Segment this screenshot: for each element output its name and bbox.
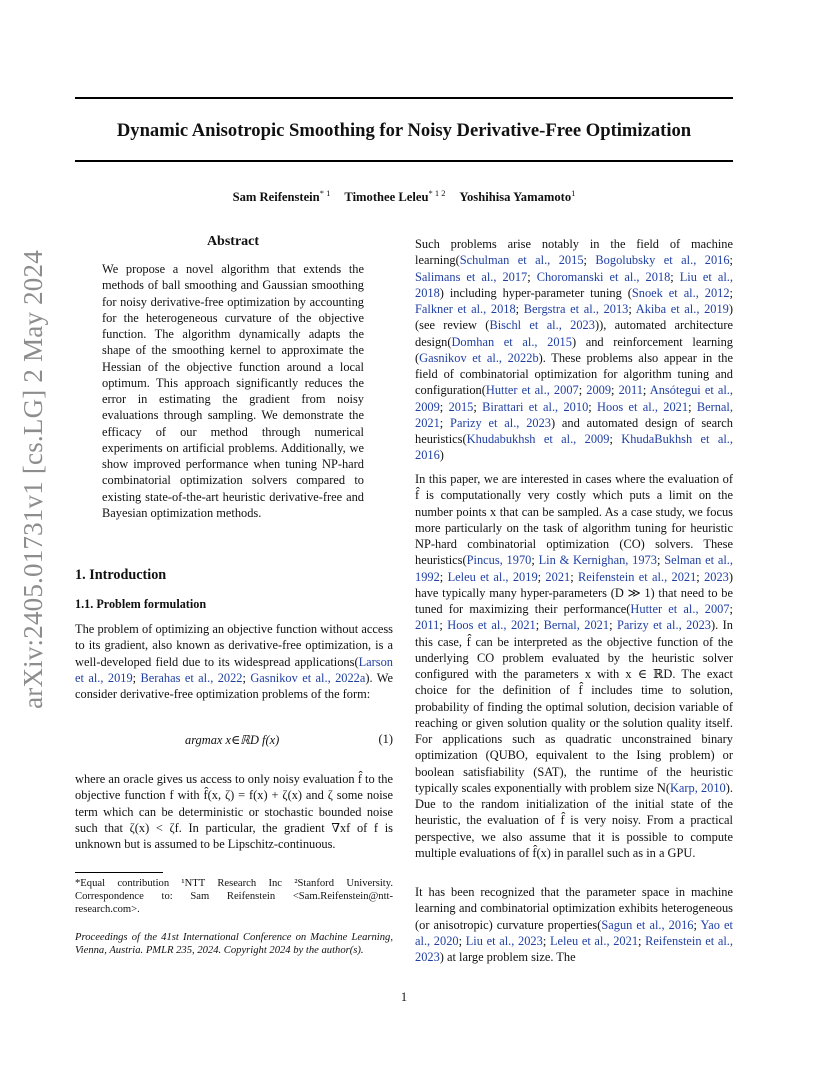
citation-link[interactable]: Liu et al., 2023 <box>465 933 543 948</box>
text-run: ) have typically many hyper-parameters (D ≫ 1) that need to be tuned for maximizing their performance( <box>415 569 733 616</box>
text-run: ; <box>609 432 622 446</box>
author-1-marks: * 1 <box>319 187 331 198</box>
citation-link[interactable]: Hoos et al., 2021 <box>597 399 689 414</box>
text-run: ; <box>628 302 636 316</box>
text-run: ; <box>609 618 617 633</box>
text-run: ; <box>439 618 448 633</box>
equation-number: (1) <box>378 732 393 746</box>
equation-expression: argmax x∈ℝD f(x) <box>185 733 280 747</box>
author-2-marks: * 1 2 <box>428 187 446 198</box>
text-run: ) (see review ( <box>415 302 734 333</box>
text-run: ; <box>542 933 550 948</box>
text-run: ; <box>515 302 524 316</box>
text-run: It has been recognized that the parameter space in machine learning and combinatorial optimization exhibits heterogeneous (or anisotropic) curvature properties( <box>415 885 733 932</box>
author-3-name: Yoshihisa Yamamoto <box>459 190 572 204</box>
citation-link[interactable]: Larson et al., 2019 <box>75 654 393 685</box>
text-run: ; <box>583 253 596 268</box>
text-run: ; <box>656 553 665 568</box>
citation-link[interactable]: Leleu et al., 2021 <box>549 933 639 948</box>
subsection-heading: 1.1. Problem formulation <box>75 597 207 611</box>
arxiv-stamp-text: arXiv:2405.01731v1 [cs.LG] 2 May 2024 <box>17 249 48 709</box>
text-run: ; <box>531 553 539 568</box>
citation-link[interactable]: Bergstra et al., 2013 <box>523 302 629 316</box>
citation-link[interactable]: Hutter et al., 2007 <box>630 602 730 616</box>
footnote-contribution-text: *Equal contribution ¹NTT Research Inc ²Stanford University. Correspondence to: Sam Reifenstein <Sam.Reifenstein@ntt-research.com>. <box>75 878 393 915</box>
citation-link[interactable]: Reifenstein et al., 2023 <box>415 933 733 964</box>
citation-link[interactable]: Bischl et al., 2023 <box>489 318 595 333</box>
text-run: ; <box>242 670 251 685</box>
text-run: ; <box>132 670 141 685</box>
text-run: ) at large problem size. The <box>439 950 576 964</box>
footnote-rule <box>75 872 163 873</box>
text-run: ; <box>527 269 537 284</box>
citation-link[interactable]: Berahas et al., 2022 <box>140 670 243 685</box>
author-1-name: Sam Reifenstein <box>232 190 320 204</box>
text-run: ) and reinforcement learning ( <box>415 334 733 365</box>
text-run: ; <box>439 399 449 414</box>
citation-link[interactable]: 2023 <box>704 569 729 584</box>
citation-link[interactable]: 2011 <box>415 618 440 633</box>
text-run: ) including hyper-parameter tuning ( <box>439 285 632 300</box>
left-paragraph-1 <box>75 621 393 702</box>
citation-link[interactable]: KhudaBukhsh et al., 2016 <box>415 432 733 463</box>
text-run: ; <box>729 253 733 268</box>
text-run: ; <box>688 399 697 414</box>
footnote-proceedings <box>75 931 393 957</box>
citation-link[interactable]: Akiba et al., 2019 <box>635 302 729 316</box>
citation-link[interactable]: 2009 <box>586 383 612 398</box>
text-run: ; <box>439 569 448 584</box>
citation-link[interactable]: 2015 <box>448 399 474 414</box>
citation-link[interactable]: Reifenstein et al., 2021 <box>577 569 697 584</box>
abstract-text: We propose a novel algorithm that extends the methods of ball smoothing and Gaussian smoothing for noisy derivative-free optimization by accounting for the heterogeneous curvature of the objective function. The algorithm dynamically adapts the shape of the smoothing kernel to approximate the Hessian of the objective function around a local optimum. This approach significantly reduces the error in estimating the gradient from noisy evaluations through sampling. We demonstrate the efficacy of our method through numerical experiments on artificial problems. Additionally, we show improved performance when tuning NP-hard combinatorial optimization solvers compared to existing state-of-the-art heuristic derivative-free and Bayesian optimization methods. <box>102 262 364 520</box>
citation-link[interactable]: Leleu et al., 2019 <box>447 569 538 584</box>
text-run: ). We consider derivative-free optimization problems of the form: <box>75 670 393 701</box>
text-run: ; <box>638 933 646 948</box>
text-run: The problem of optimizing an objective function without access to its gradient, also known as derivative-free optimization, is a well-developed field due to its widespread applications( <box>75 622 393 669</box>
citation-link[interactable]: Hutter et al., 2007 <box>485 383 579 398</box>
citation-link[interactable]: Hoos et al., 2021 <box>447 618 536 633</box>
citation-link[interactable]: Lin & Kernighan, 1973 <box>538 553 657 568</box>
text-run: ; <box>729 602 733 616</box>
text-run: ; <box>611 383 619 398</box>
text-run: ; <box>458 933 466 948</box>
text-run: ; <box>670 269 680 284</box>
paper-title: Dynamic Anisotropic Smoothing for Noisy Derivative-Free Optimization <box>116 120 692 141</box>
abstract-heading: Abstract <box>206 234 260 249</box>
text-run: In this paper, we are interested in cases where the evaluation of f̂ is computationally very costly which puts a limit on the number points x that can be sampled. As a case study, we focus more particularly on the task of algorithm tuning for heuristic NP-hard combinatorial optimization (CO) solvers. These heuristics( <box>415 472 733 568</box>
text-run: where an oracle gives us access to only noisy evaluation f̂ to the objective function f with f̂(x, ζ) = f(x) + ζ(x) and ζ some noise term which can be deterministic or stochastic bounded noise such that ζ(x) < ζf. In particular, the gradient ∇xf of f is unknown but is assumed to be Lipschitz-continuous. <box>75 772 393 851</box>
citation-link[interactable]: Khudabukhsh et al., 2009 <box>466 432 610 446</box>
citation-link[interactable]: Gasnikov et al., 2022b <box>419 350 539 365</box>
citation-link[interactable]: Gasnikov et al., 2022a <box>250 670 366 685</box>
footnote-contribution <box>75 877 393 916</box>
citation-link[interactable]: 2011 <box>618 383 643 398</box>
text-run: ). These problems also appear in the field of combinatorial optimization for algorithm tuning and configuration( <box>415 350 733 398</box>
text-run: ; <box>696 569 705 584</box>
text-run: ) and automated design of search heuristics( <box>415 415 733 446</box>
text-run: ). In this case, f̂ can be interpreted as the objective function of the underlying CO problem evaluated by the heuristic solver configured with the parameters x with x ∈ ℝD. The exact choice for the definition of f̂ includes time to solution, probability of finding the optimal solution, decision variable of reaching or given solution quality or the solution quality itself. For applications such as quadratic unconstrained binary optimization (QUBO, equivalent to the Ising problem) or boolean satisfiability (SAT), the runtime of the heuristic typically scales exponentially with problem size N( <box>415 618 733 795</box>
right-paragraph-2 <box>415 471 733 861</box>
citation-link[interactable]: Parizy et al., 2023 <box>450 415 551 430</box>
text-run: ; <box>693 917 701 932</box>
citation-link[interactable]: Parizy et al., 2023 <box>617 618 711 633</box>
text-run: ; <box>578 383 587 398</box>
citation-link[interactable]: Selman et al., 1992 <box>415 553 733 584</box>
title-bottom-rule <box>75 160 733 162</box>
footnote-proceedings-text: Proceedings of the 41st International Conference on Machine Learning, Vienna, Austria. PMLR 235, 2024. Copyright 2024 by the author(s). <box>75 932 393 956</box>
citation-link[interactable]: Liu et al., 2018 <box>415 269 733 300</box>
citation-link[interactable]: Choromanski et al., 2018 <box>536 269 671 284</box>
top-rule <box>75 97 733 99</box>
text-run: ). Due to the random initialization of the initial state of the heuristic, the evaluation of f̂ is very noisy. From a practical perspective, we also assume that it is possible to compute multiple evaluations of f̂(x) in parallel such as in a GPU. <box>415 780 733 860</box>
citation-link[interactable]: 2021 <box>545 569 571 584</box>
text-run: ; <box>570 569 578 584</box>
text-run: Such problems arise notably in the field of machine learning( <box>415 237 733 268</box>
citation-link[interactable]: Pincus, 1970 <box>466 553 532 568</box>
text-run: ; <box>473 399 483 414</box>
citation-link[interactable]: Schulman et al., 2015 <box>459 253 584 268</box>
left-paragraph-2 <box>75 771 393 852</box>
author-3-marks: 1 <box>571 187 576 198</box>
text-run: ; <box>642 383 650 398</box>
text-run: ; <box>588 399 598 414</box>
text-run: ) <box>439 448 444 463</box>
text-run: )), automated architecture design( <box>415 318 734 349</box>
right-paragraph-1 <box>415 236 733 464</box>
citation-link[interactable]: Sagun et al., 2016 <box>601 917 694 932</box>
citation-link[interactable]: Salimans et al., 2017 <box>415 269 528 284</box>
citation-link[interactable]: Snoek et al., 2012 <box>631 285 730 300</box>
text-run: ; <box>537 569 546 584</box>
author-list <box>75 187 733 205</box>
citation-link[interactable]: Karp, 2010 <box>669 780 726 795</box>
citation-link[interactable]: Domhan et al., 2015 <box>451 334 572 349</box>
citation-link[interactable]: Ansótegui et al., 2009 <box>415 383 733 414</box>
author-2-name: Timothee Leleu <box>344 190 429 204</box>
right-paragraph-3 <box>415 884 733 965</box>
citation-link[interactable]: Bogolubsky et al., 2016 <box>595 253 730 268</box>
citation-link[interactable]: Falkner et al., 2018 <box>415 302 516 316</box>
citation-link[interactable]: Yao et al., 2020 <box>415 917 733 948</box>
citation-link[interactable]: Birattari et al., 2010 <box>482 399 589 414</box>
text-run: ; <box>439 415 451 430</box>
citation-link[interactable]: Bernal, 2021 <box>543 618 610 633</box>
text-run: ; <box>535 618 544 633</box>
citation-link[interactable]: Bernal, 2021 <box>415 399 733 430</box>
text-run: ; <box>729 285 733 300</box>
section-heading: 1. Introduction <box>75 567 167 583</box>
arxiv-stamp <box>13 249 53 709</box>
page-number: 1 <box>400 990 408 1004</box>
abstract-body <box>102 261 364 521</box>
